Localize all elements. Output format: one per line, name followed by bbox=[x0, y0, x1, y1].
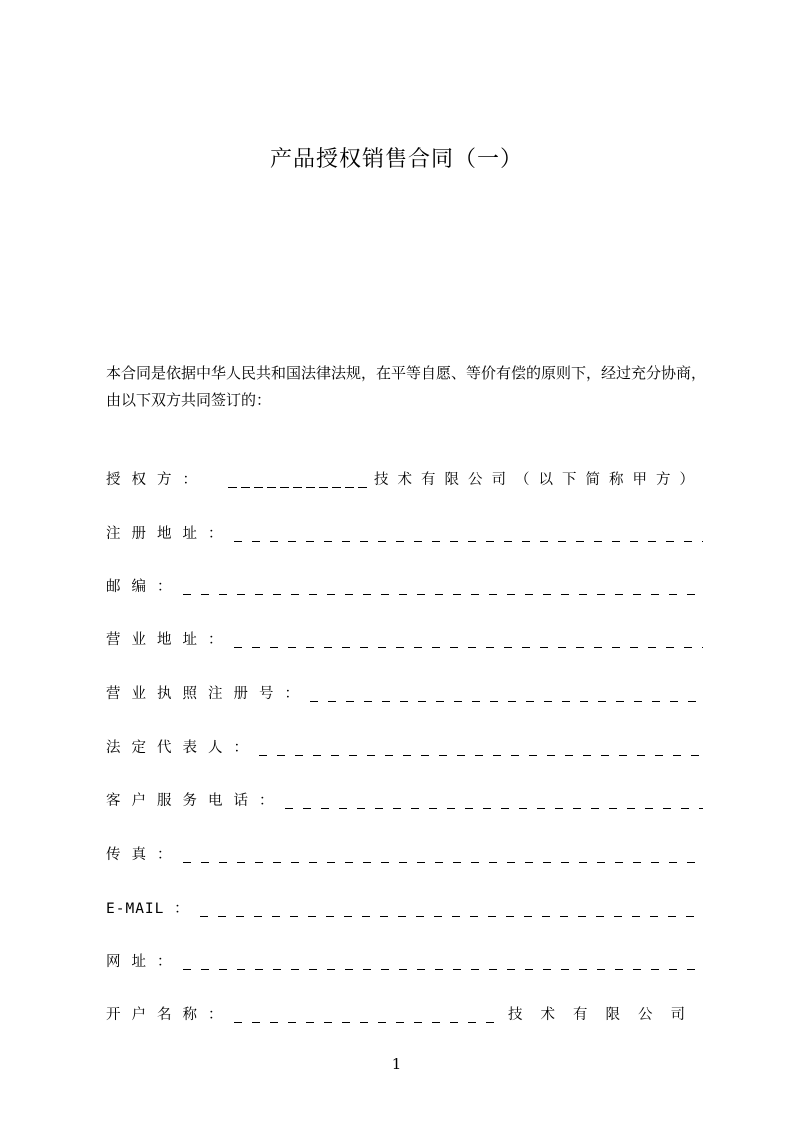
email-field bbox=[106, 897, 703, 921]
business-address-field bbox=[106, 628, 703, 652]
account-name-blank[interactable] bbox=[234, 1013, 501, 1023]
fax-field bbox=[106, 843, 703, 867]
licensor-suffix: 技术有限公司（以下简称甲方） bbox=[374, 472, 703, 488]
postal-code-field bbox=[106, 575, 703, 599]
postal-code-label: 邮编： bbox=[106, 579, 183, 595]
page-number: 1 bbox=[391, 1055, 402, 1073]
intro-paragraph: 本合同是依据中华人民共和国法律法规，在平等自愿、等价有偿的原则下，经过充分协商，由以下双方共同签订的： bbox=[106, 364, 707, 409]
email-label: E-MAIL ： bbox=[106, 901, 190, 917]
business-address-blank[interactable] bbox=[234, 638, 704, 648]
fax-label: 传真： bbox=[106, 847, 183, 863]
website-field bbox=[106, 950, 703, 974]
account-name-label: 开户名称： bbox=[106, 1007, 234, 1023]
postal-code-blank[interactable] bbox=[183, 585, 704, 595]
registered-address-label: 注册地址： bbox=[106, 526, 234, 542]
email-blank[interactable] bbox=[200, 907, 703, 917]
business-license-blank[interactable] bbox=[310, 692, 703, 702]
legal-representative-blank[interactable] bbox=[259, 746, 703, 756]
licensor-label: 授权方： bbox=[106, 472, 208, 488]
account-name-field bbox=[106, 1003, 703, 1027]
registered-address-field bbox=[106, 522, 703, 546]
legal-representative-label: 法定代表人： bbox=[106, 740, 259, 756]
fax-blank[interactable] bbox=[183, 853, 704, 863]
customer-service-phone-blank[interactable] bbox=[285, 799, 704, 809]
customer-service-phone-label: 客户服务电话： bbox=[106, 793, 285, 809]
website-blank[interactable] bbox=[183, 960, 704, 970]
account-name-suffix: 技术有限公司 bbox=[508, 1007, 703, 1023]
licensor-blank[interactable] bbox=[228, 478, 370, 488]
business-license-field bbox=[106, 682, 703, 706]
business-address-label: 营业地址： bbox=[106, 632, 234, 648]
registered-address-blank[interactable] bbox=[234, 532, 704, 542]
licensor-field bbox=[106, 468, 703, 492]
legal-representative-field bbox=[106, 736, 703, 760]
page-title: 产品授权销售合同（一） bbox=[269, 147, 523, 172]
website-label: 网址： bbox=[106, 954, 183, 970]
business-license-label: 营业执照注册号： bbox=[106, 686, 310, 702]
customer-service-phone-field bbox=[106, 789, 703, 813]
